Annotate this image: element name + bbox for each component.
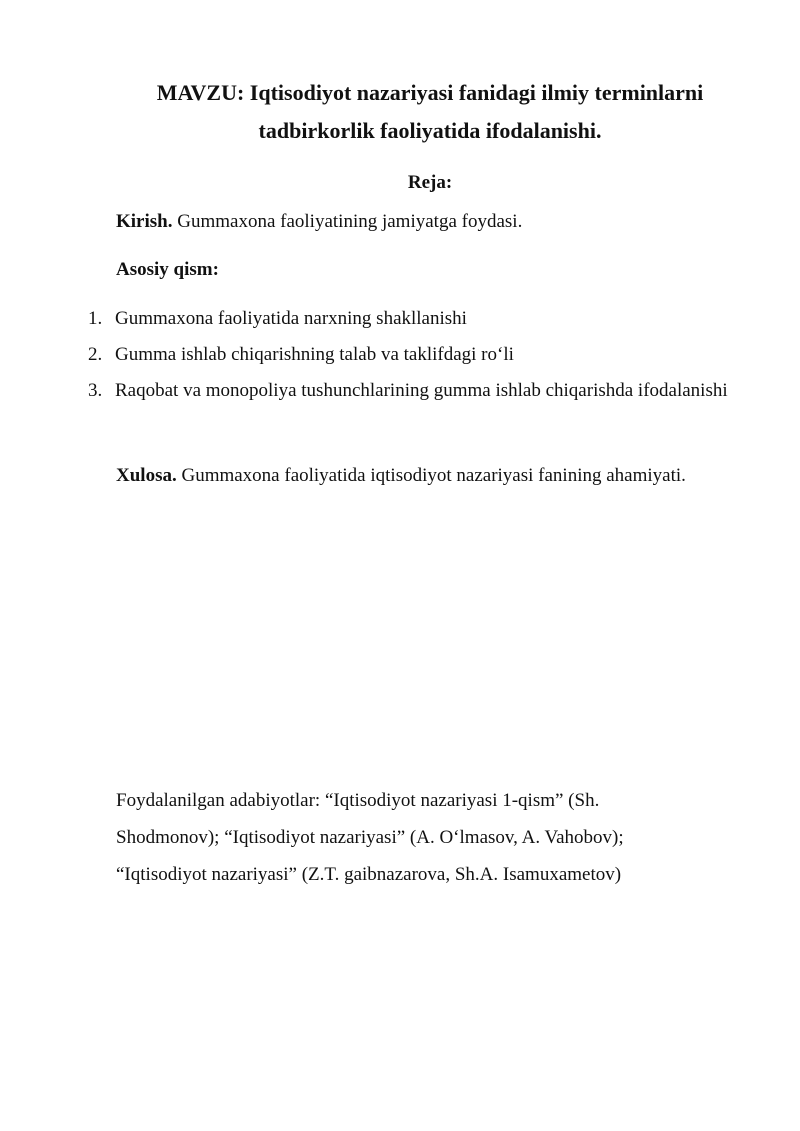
list-item xyxy=(88,373,728,409)
list-item-number: 2. xyxy=(88,344,103,365)
intro-text: Gummaxona faoliyatining jamiyatga foydasi. xyxy=(172,211,523,232)
list-item xyxy=(88,301,728,337)
conclusion-text: Gummaxona faoliyatida iqtisodiyot nazariyasi fanining ahamiyati. xyxy=(176,465,686,486)
list-item xyxy=(88,337,728,373)
list-item-text: Gummaxona faoliyatida narxning shakllanishi xyxy=(115,308,467,329)
references-paragraph: Foydalanilgan adabiyotlar: “Iqtisodiyot nazariyasi 1-qism” (Sh. Shodmonov); “Iqtisodiyot nazariyasi” (A. O‘lmasov, A. Vahobov); “Iqtisodiyot nazariyasi” (Z.T. gaibnazarova, Sh.A. Isamuxametov) xyxy=(116,790,624,885)
intro-label: Kirish. xyxy=(116,211,173,232)
list-item-number: 3. xyxy=(88,380,103,401)
main-items-list xyxy=(88,301,728,409)
conclusion-paragraph xyxy=(116,457,716,494)
list-item-text: Raqobat va monopoliya tushunchlarining gumma ishlab chiqarishda ifodalanishi xyxy=(115,380,728,401)
document-title: MAVZU: Iqtisodiyot nazariyasi fanidagi ilmiy terminlarni tadbirkorlik faoliyatida ifodalanishi. xyxy=(156,80,704,143)
list-item-text: Gumma ishlab chiqarishning talab va taklifdagi ro‘li xyxy=(115,344,514,365)
intro-paragraph xyxy=(116,203,716,240)
list-item-number: 1. xyxy=(88,308,103,329)
main-part-heading: Asosiy qism: xyxy=(116,259,219,280)
plan-heading: Reja: xyxy=(407,172,453,193)
conclusion-label: Xulosa. xyxy=(116,465,177,486)
